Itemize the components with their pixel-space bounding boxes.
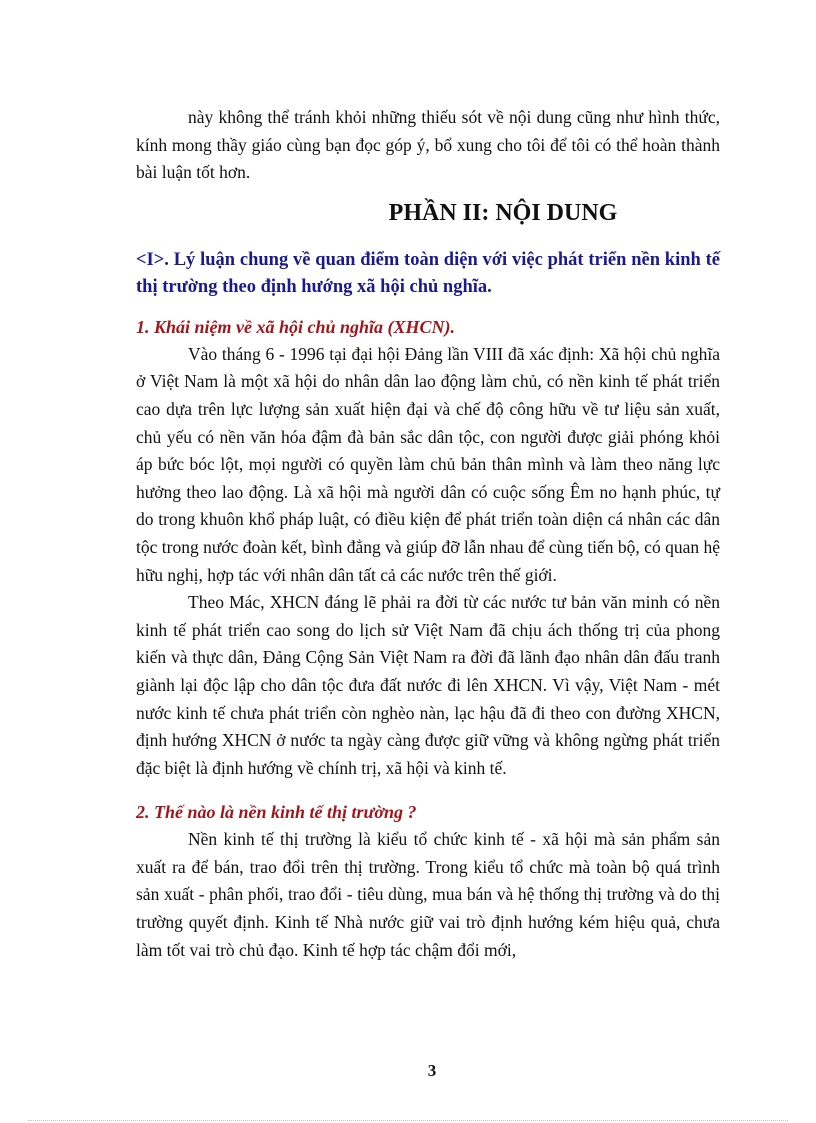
page-bottom-divider [28,1120,788,1121]
part-title: PHẦN II: NỘI DUNG [388,199,618,226]
subsection-2-paragraph: Nền kinh tế thị trường là kiểu tổ chức kinh tế - xã hội mà sản phẩm sản xuất ra để bán, trao đổi trên thị trường. Trong kiểu tổ chức mà toàn bộ quá trình sản xuất - phân phối, trao đổi - tiêu dùng, mua bán và hệ thống thị trường và do thị trường quyết định. Kinh tế Nhà nước giữ vai trò định hướng kém hiệu quả, chưa làm tốt vai trò chủ đạo. Kinh tế hợp tác chậm đổi mới, [136,829,720,960]
subsection-1-paragraph: Vào tháng 6 - 1996 tại đại hội Đảng lần VIII đã xác định: Xã hội chủ nghĩa ở Việt Nam là một xã hội do nhân dân lao động làm chủ, có nền kinh tế phát triển cao dựa trên lực lượng sản xuất hiện đại và chế độ công hữu về tư liệu sản xuất, chủ yếu có nền văn hóa đậm đà bản sắc dân tộc, con người được giải phóng khỏi áp bức bóc lột, mọi người có quyền làm chủ bản thân mình và làm theo năng lực hưởng theo lao động. Là xã hội mà người dân có cuộc sống Êm no hạnh phúc, tự do trong khuôn khổ pháp luật, có điều kiện để phát triển toàn diện cá nhân các dân tộc trong nước đoàn kết, bình đẳng và giúp đỡ lẫn nhau để cùng tiến bộ, có quan hệ hữu nghị, hợp tác với nhân dân tất cả các nước trên thế giới. [136,343,720,585]
intro-paragraph: này không thể tránh khỏi những thiếu sót về nội dung cũng như hình thức, kính mong thầy giáo cùng bạn đọc góp ý, bổ xung cho tôi để tôi có thể hoàn thành bài luận tốt hơn. [136,107,720,183]
subsection-1-paragraph: Theo Mác, XHCN đáng lẽ phải ra đời từ các nước tư bản văn minh có nền kinh tế phát triển cao song do lịch sử Việt Nam đã chịu ách thống trị của phong kiến và thực dân, Đảng Cộng Sản Việt Nam ra đời đã lãnh đạo nhân dân đấu tranh giành lại độc lập cho dân tộc đưa đất nước đi lên XHCN. Vì vậy, Việt Nam - mét nước kinh tế chưa phát triển còn nghèo nàn, lạc hậu đã đi theo con đường XHCN, định hướng XHCN ở nước ta ngày càng được giữ vững và không ngừng phát triển đặc biệt là định hướng về chính trị, xã hội và kinh tế. [136,592,720,778]
subsection-1-heading: 1. Khái niệm về xã hội chủ nghĩa (XHCN). [136,316,456,337]
page-content [136,104,720,964]
section-heading: <I>. Lý luận chung về quan điểm toàn diện với việc phát triển nền kinh tế thị trường theo định hướng xã hội chủ nghĩa. [136,249,720,297]
subsection-2-heading: 2. Thế nào là nền kinh tế thị trường ? [136,802,417,823]
page-number: 3 [427,1061,437,1080]
